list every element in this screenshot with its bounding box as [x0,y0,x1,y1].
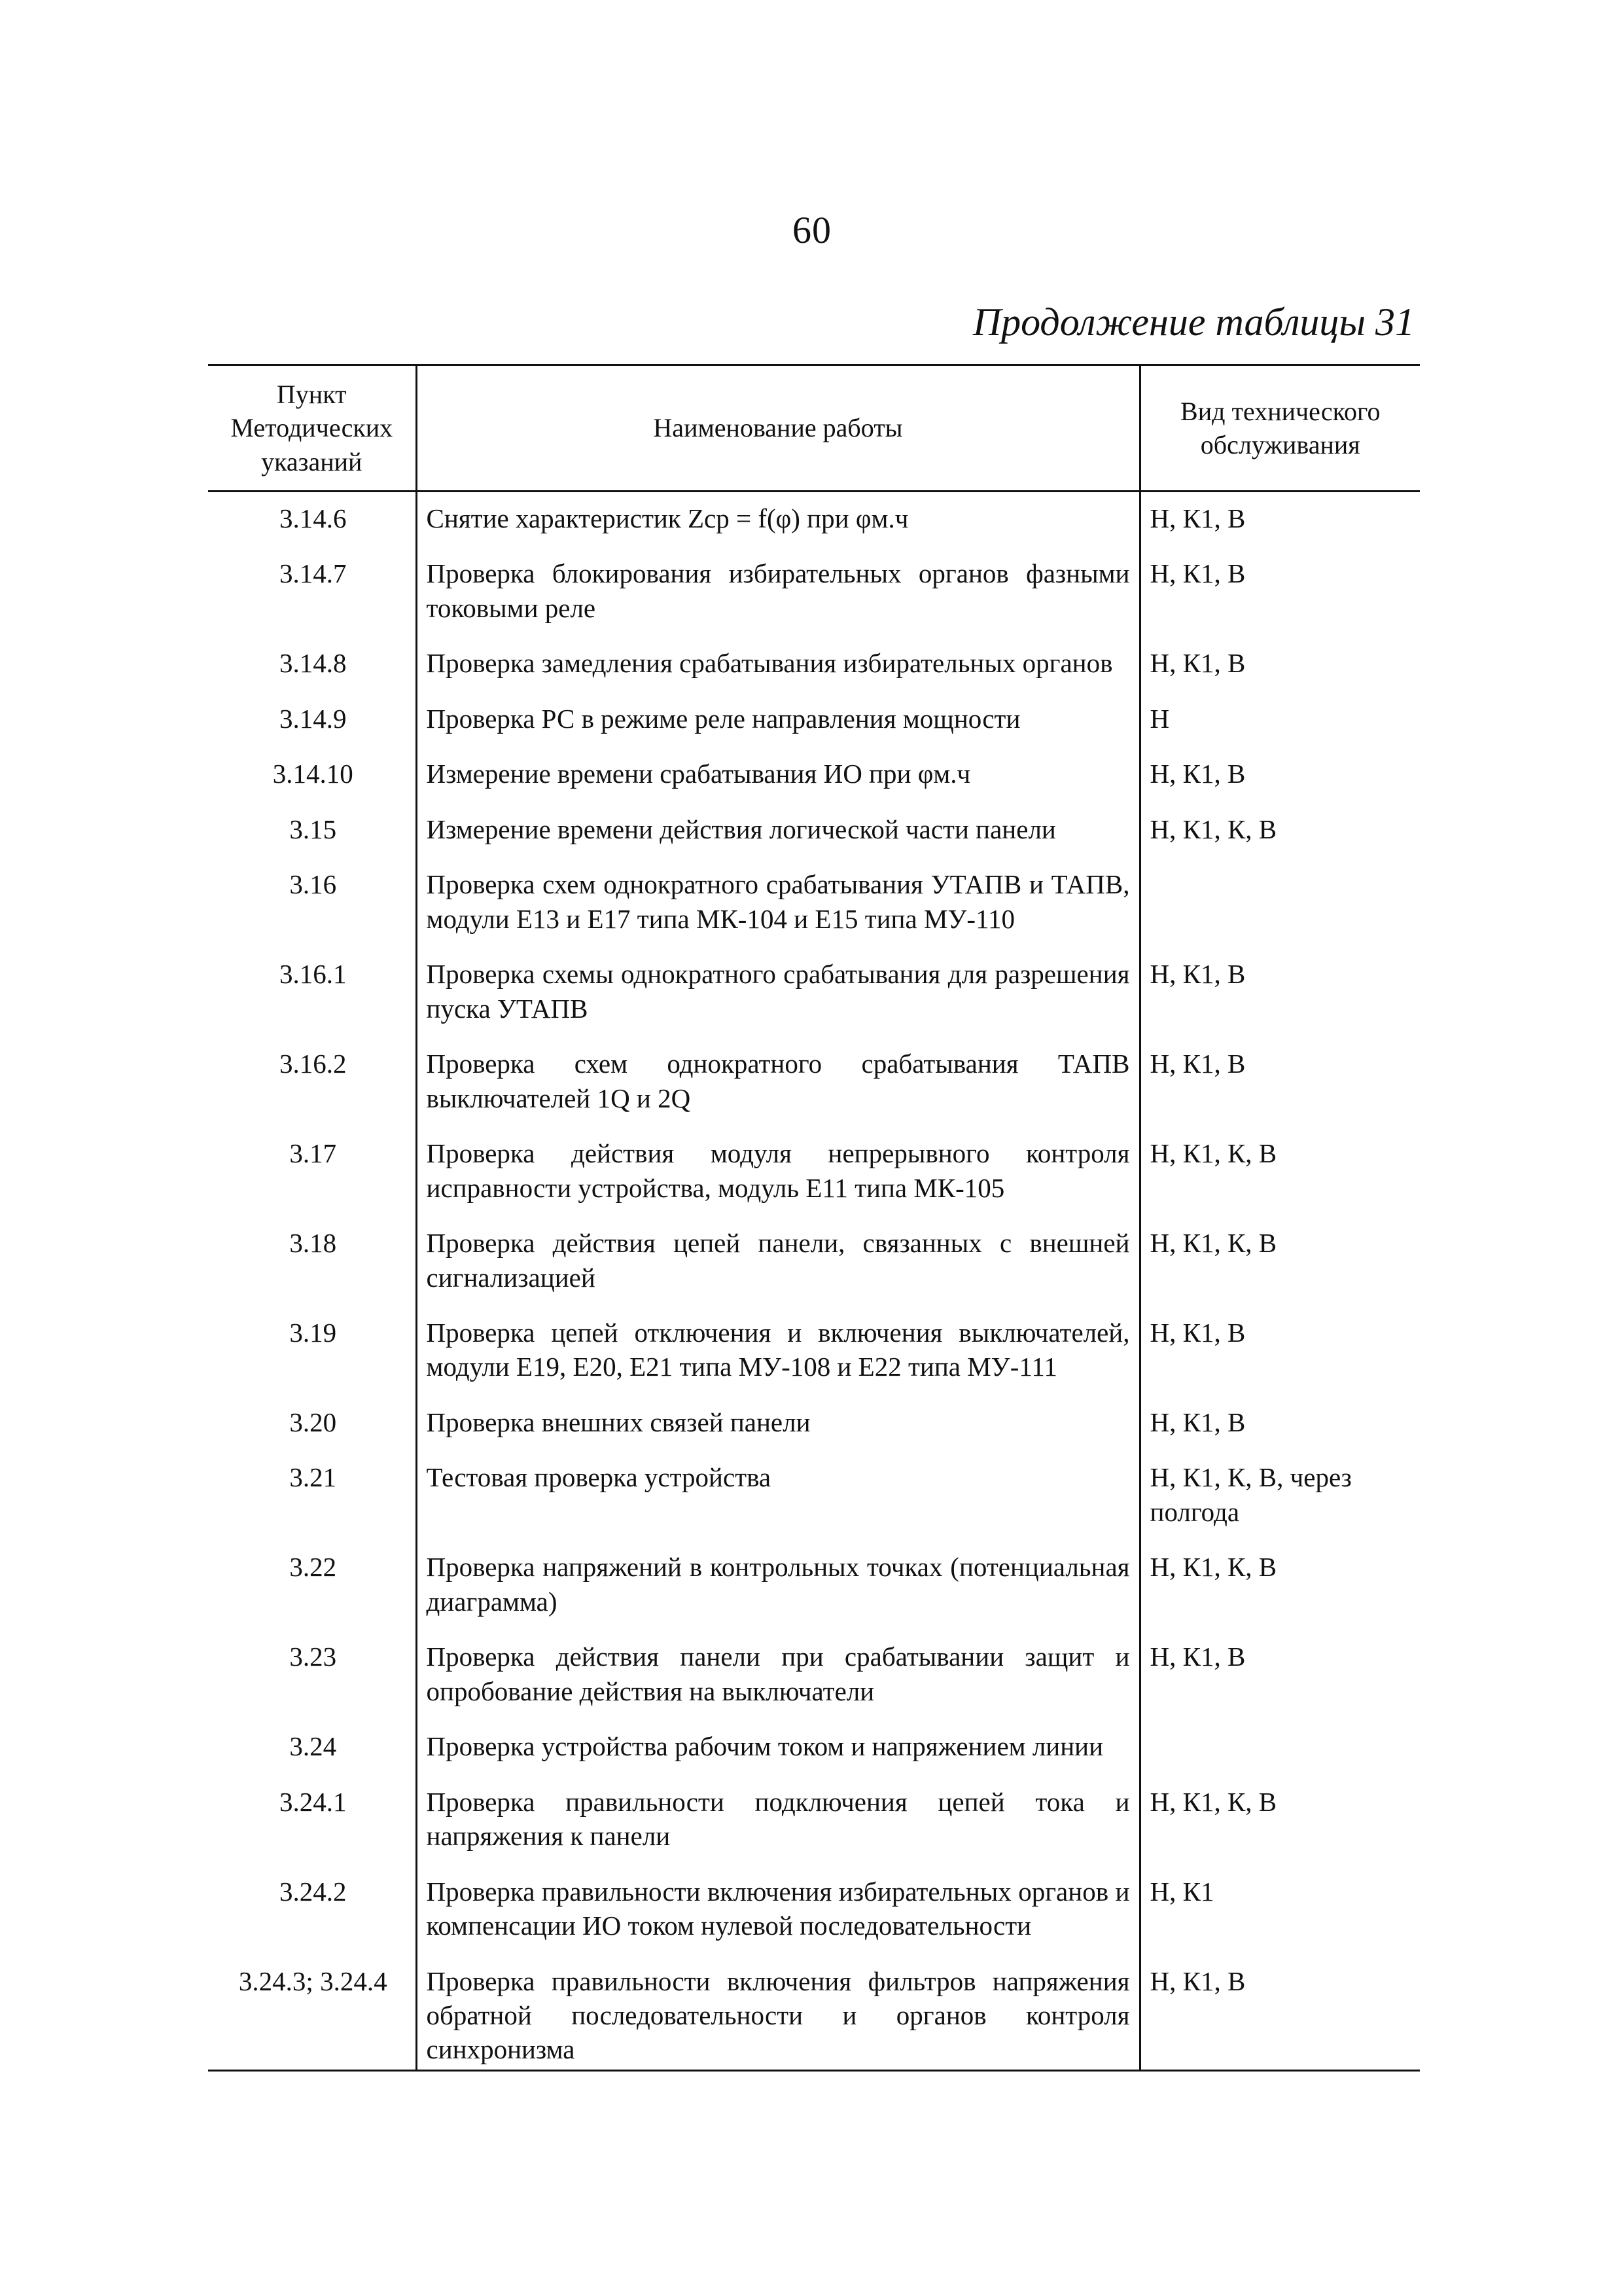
row-work: Проверка РС в режиме реле направления мощности [416,698,1140,753]
row-item: 3.24 [289,1731,337,1762]
row-type: Н, К1, В [1140,642,1420,697]
row-item: 3.22 [289,1552,337,1583]
page-number: 60 [792,209,832,251]
row-type: Н [1140,698,1420,753]
table-row [208,1725,1420,1780]
table-row [208,1636,1420,1725]
header-type: Вид технического обслуживания [1140,365,1420,492]
row-type: Н, К1, В [1140,1636,1420,1725]
row-item: 3.14.10 [272,759,353,789]
row-work: Проверка цепей отключения и включения выключателей, модули Е19, Е20, Е21 типа МУ-108 и Е22 типа МУ-111 [416,1312,1140,1401]
table-row [208,808,1420,863]
row-work: Проверка блокирования избирательных органов фазными токовыми реле [416,552,1140,642]
row-type: Н, К1, К, В [1140,1132,1420,1222]
table-row [208,1546,1420,1636]
row-item: 3.24.3; 3.24.4 [208,1960,416,2071]
row-item: 3.24.2 [279,1876,347,1907]
row-item: 3.14.6 [279,503,347,533]
table-header-row [208,365,1420,492]
row-item: 3.16.2 [279,1049,347,1079]
row-work: Тестовая проверка устройства [416,1456,1140,1546]
row-item: 3.23 [289,1641,337,1672]
row-item: 3.16.1 [279,959,347,990]
row-type: Н, К1, В [1140,1960,1420,2071]
row-type: Н, К1, К, В [1140,1546,1420,1636]
row-type: Н, К1, В [1140,492,1420,553]
row-item: 3.17 [289,1138,337,1169]
row-work: Проверка напряжений в контрольных точках (потенциальная диаграмма) [416,1546,1140,1636]
row-item: 3.18 [289,1228,337,1259]
table-row [208,1960,1420,2071]
table-row [208,953,1420,1043]
row-type [1140,863,1420,953]
table-row [208,1132,1420,1222]
table-row [208,1222,1420,1312]
row-work: Проверка схемы однократного срабатывания для разрешения пуска УТАПВ [416,953,1140,1043]
row-type: Н, К1, В [1140,552,1420,642]
row-type: Н, К1, К, В, через полгода [1140,1456,1420,1546]
table-caption: Продолжение таблицы 31 [972,300,1415,344]
row-work: Проверка правильности подключения цепей тока и напряжения к панели [416,1781,1140,1871]
row-type [1140,1725,1420,1780]
row-item: 3.16 [289,869,337,900]
row-item: 3.21 [289,1462,337,1493]
row-type: Н, К1, В [1140,1312,1420,1401]
row-work: Проверка устройства рабочим током и напряжением линии [416,1725,1140,1780]
row-type: Н, К1, В [1140,953,1420,1043]
row-work: Проверка правильности включения избирательных органов и компенсации ИО током нулевой последовательности [416,1871,1140,1960]
row-type: Н, К1, В [1140,1401,1420,1456]
row-item: 3.15 [289,814,337,844]
row-type: Н, К1, К, В [1140,808,1420,863]
row-type: Н, К1, В [1140,753,1420,808]
row-type: Н, К1, К, В [1140,1222,1420,1312]
table-row [208,698,1420,753]
table-row [208,1456,1420,1546]
row-work: Измерение времени срабатывания ИО при φм.ч [416,753,1140,808]
row-item: 3.14.8 [279,648,347,679]
row-item: 3.19 [289,1317,337,1348]
table-row [208,552,1420,642]
row-item: 3.14.7 [279,558,347,589]
row-work: Проверка действия модуля непрерывного контроля исправности устройства, модуль Е11 типа МК-105 [416,1132,1140,1222]
table-row [208,1401,1420,1456]
table-row [208,492,1420,553]
table-row [208,1871,1420,1960]
row-work: Проверка схем однократного срабатывания ТАПВ выключателей 1Q и 2Q [416,1043,1140,1132]
table-row [208,642,1420,697]
row-work: Проверка схем однократного срабатывания УТАПВ и ТАПВ, модули Е13 и Е17 типа МК-104 и Е15 типа МУ-110 [416,863,1140,953]
row-work: Проверка правильности включения фильтров напряжения обратной последовательности и органов контроля синхронизма [416,1960,1140,2071]
row-type: Н, К1, К, В [1140,1781,1420,1871]
row-item: 3.20 [289,1407,337,1437]
table-body [208,492,1420,2071]
header-item: Пункт Методических указаний [208,365,416,492]
maintenance-table [208,364,1420,2072]
row-work: Проверка внешних связей панели [416,1401,1140,1456]
row-work: Снятие характеристик Zср = f(φ) при φм.ч [416,492,1140,553]
row-item: 3.14.9 [279,703,347,734]
header-work: Наименование работы [416,365,1140,492]
table-row [208,1043,1420,1132]
table-row [208,753,1420,808]
table-row [208,863,1420,953]
table-row [208,1312,1420,1401]
row-work: Измерение времени действия логической части панели [416,808,1140,863]
row-item: 3.24.1 [279,1786,347,1817]
row-type: Н, К1 [1140,1871,1420,1960]
row-work: Проверка замедления срабатывания избирательных органов [416,642,1140,697]
row-type: Н, К1, В [1140,1043,1420,1132]
row-work: Проверка действия цепей панели, связанных с внешней сигнализацией [416,1222,1140,1312]
table-row [208,1781,1420,1871]
row-work: Проверка действия панели при срабатывании защит и опробование действия на выключатели [416,1636,1140,1725]
